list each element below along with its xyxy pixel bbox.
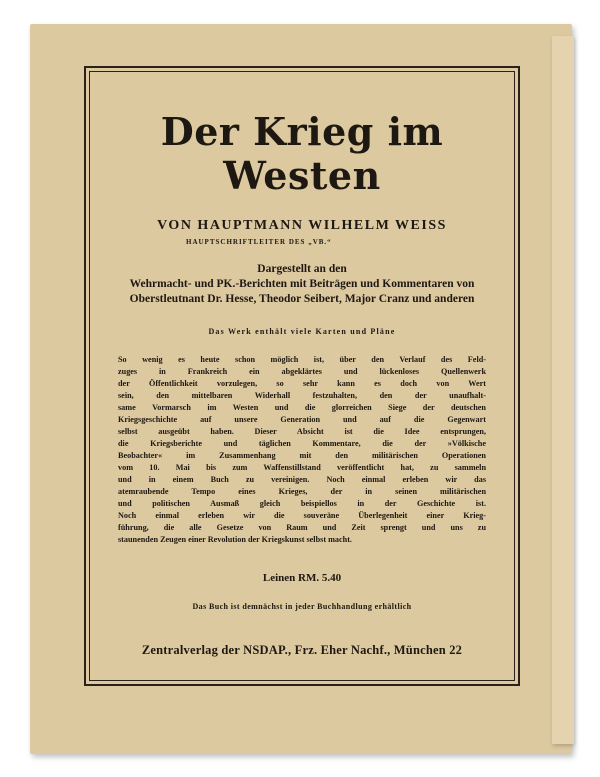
- description-line: Dargestellt an den: [257, 263, 347, 275]
- body-line: und politischen Ausmaß gleich beispiellos in der Geschichte ist.: [118, 499, 486, 508]
- body-line: same Vormarsch im Westen und die glorreichen Siege der deutschen: [118, 403, 486, 412]
- body-line: Noch einmal erleben wir die souveräne Überlegenheit einer Krieg-: [118, 511, 486, 520]
- author-role: HAUPTSCHRIFTLEITER DES „VB.“: [186, 238, 332, 246]
- author-line: VON HAUPTMANN WILHELM WEISS: [157, 218, 447, 233]
- paper-stack-edge: [552, 36, 574, 744]
- body-line: die Kriegsberichte und täglichen Kommentare, die der »Völkische: [118, 439, 486, 448]
- body-line: So wenig es heute schon möglich ist, über den Verlauf des Feld-: [118, 355, 486, 364]
- flyer-content: [90, 100, 514, 658]
- body-line: zuges in Frankreich ein abgeklärtes und lückenloses Quellenwerk: [118, 367, 486, 376]
- price: Leinen RM. 5.40: [262, 572, 342, 584]
- body-line: sein, den mittelbaren Widerhall festzuhalten, den der unaufhalt-: [118, 391, 486, 400]
- description-line: Wehrmacht- und PK.-Berichten mit Beiträgen und Kommentaren von: [129, 278, 475, 290]
- body-line: staunenden Zeugen einer Revolution der Kriegskunst selbst macht.: [118, 535, 352, 544]
- description-block: [90, 262, 514, 307]
- availability-note: Das Buch ist demnächst in jeder Buchhandlung erhältlich: [192, 602, 412, 611]
- book-title: Der Krieg im Westen: [160, 109, 444, 198]
- description-line: Oberstleutnant Dr. Hesse, Theodor Seibert, Major Cranz und anderen: [129, 293, 475, 305]
- body-line: selbst ausgeübt haben. Dieser Absicht ist die Idee entsprungen,: [118, 427, 486, 436]
- body-paragraph: [118, 354, 486, 546]
- body-line: Beobachter« im Zusammenhang mit den militärischen Operationen: [118, 451, 486, 460]
- body-line: Kriegsgeschichte auf unsere Generation und auf die Gegenwart: [118, 415, 486, 424]
- maps-note: Das Werk enthält viele Karten und Pläne: [208, 327, 396, 336]
- body-line: der Öffentlichkeit vorzulegen, so sehr kann es doch von Wert: [118, 379, 486, 388]
- body-line: atemraubende Tempo eines Krieges, der in seinen militärischen: [118, 487, 486, 496]
- body-line: vom 10. Mai bis zum Waffenstillstand veröffentlicht hat, zu sammeln: [118, 463, 486, 472]
- publisher-line: Zentralverlag der NSDAP., Frz. Eher Nachf., München 22: [141, 643, 463, 657]
- body-line: und in einem Buch zu vereinigen. Noch einmal erleben wir das: [118, 475, 486, 484]
- body-line: führung, die alle Gesetze von Raum und Zeit sprengt und uns zu: [118, 523, 486, 532]
